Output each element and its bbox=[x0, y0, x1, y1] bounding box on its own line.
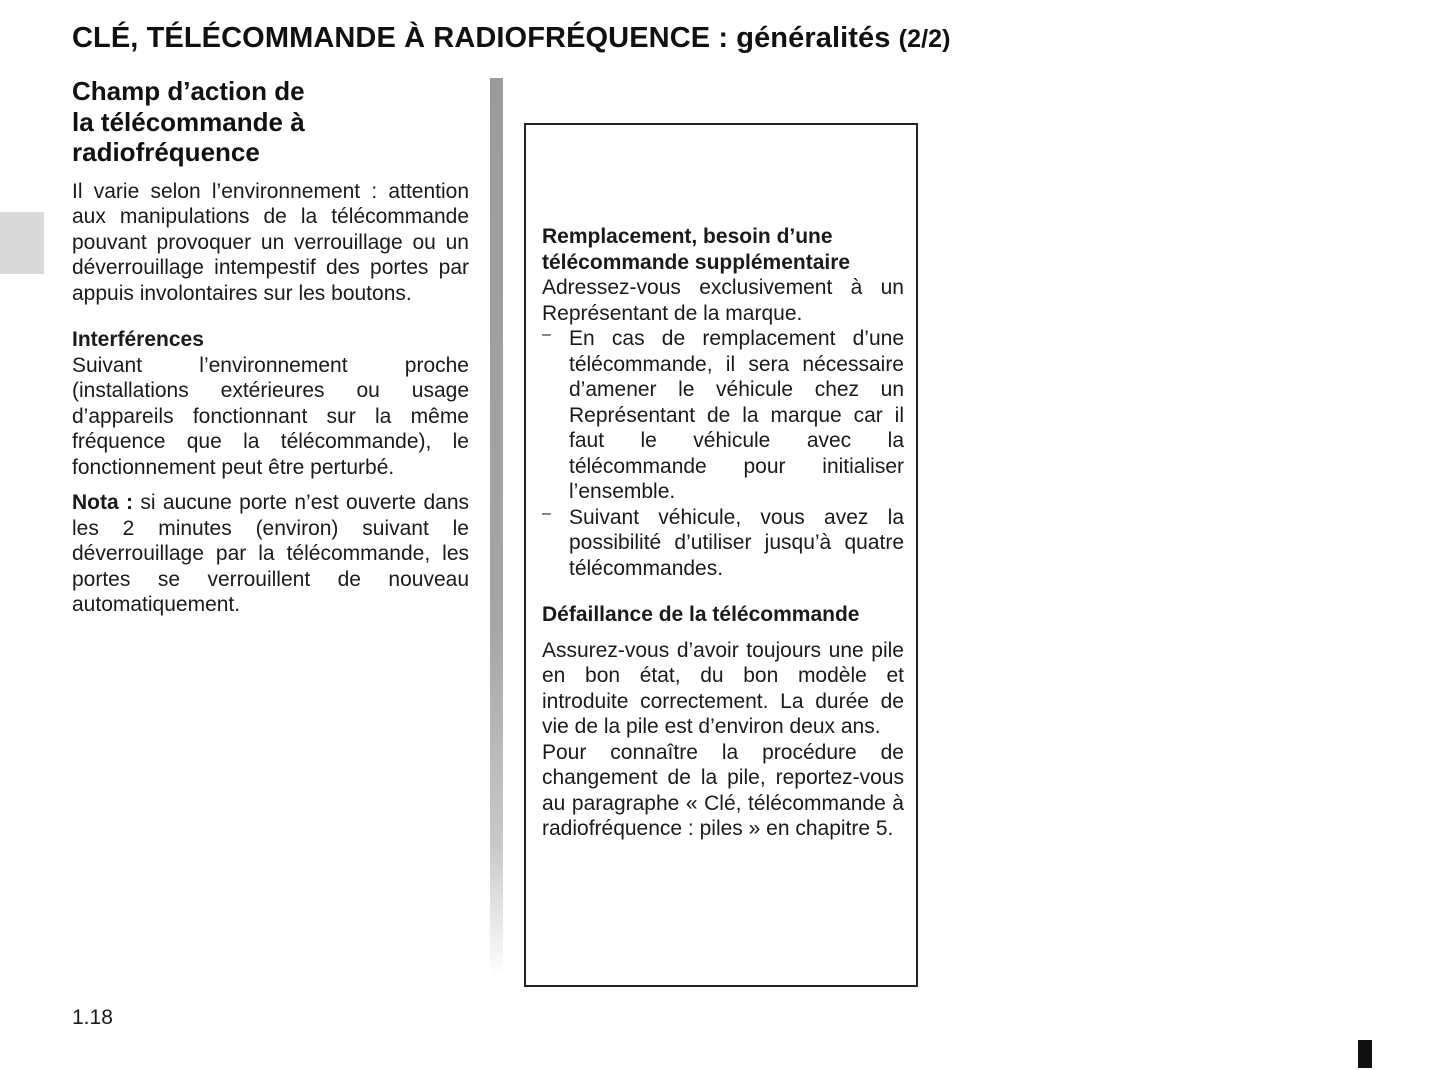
replacement-text: Adressez-vous exclusivement à un Représentant de la marque. bbox=[542, 276, 904, 325]
page-title-part: (2/2) bbox=[898, 25, 951, 53]
interferences-heading: Interférences bbox=[72, 328, 204, 351]
info-box-content bbox=[542, 224, 904, 842]
page-number: 1.18 bbox=[72, 1006, 113, 1029]
range-intro-text: Il varie selon l’environnement : attention aux manipulations de la télécommande pouvant provoquer un verrouillage ou un déverrouillage intempestif des portes par appuis involontaires sur les boutons. bbox=[72, 179, 469, 305]
list-item-text: Suivant véhicule, vous avez la possibilité d’utiliser jusqu’à quatre télécommandes. bbox=[569, 505, 904, 580]
dash-bullet: – bbox=[542, 326, 551, 343]
left-column bbox=[72, 76, 469, 618]
list-item bbox=[542, 326, 904, 505]
column-divider-bar bbox=[490, 78, 503, 978]
range-heading bbox=[72, 76, 469, 168]
replacement-heading-line: télécommande supplémentaire bbox=[542, 250, 851, 274]
failure-heading: Défaillance de la télécommande bbox=[542, 603, 860, 626]
nota-label: Nota : bbox=[72, 491, 134, 514]
chapter-thumb-tab bbox=[0, 212, 44, 274]
list-item bbox=[542, 505, 904, 582]
page-title bbox=[72, 22, 951, 55]
range-heading-line: Champ d’action de bbox=[72, 76, 305, 106]
info-box bbox=[524, 123, 918, 987]
failure-procedure-text: Pour connaître la procédure de changement de la pile, reportez-vous au paragraphe « Clé, télécommande à radiofréquence : piles » en chapitre 5. bbox=[542, 740, 904, 840]
list-item-text: En cas de remplacement d’une télécommande, il sera nécessaire d’amener le véhicule chez un Représentant de la marque car il faut le véhicule avec la télécommande pour initialiser l’ensemble. bbox=[569, 327, 904, 503]
nota-paragraph bbox=[72, 490, 469, 618]
interferences-text: Suivant l’environnement proche (installations extérieures ou usage d’appareils fonctionnant sur la même fréquence que la télécommande), le fonctionnement peut être perturbé. bbox=[72, 353, 469, 479]
failure-text: Assurez-vous d’avoir toujours une pile en bon état, du bon modèle et introduite correctement. La durée de vie de la pile est d’environ deux ans. bbox=[542, 638, 904, 738]
nota-text: si aucune porte n’est ouverte dans les 2 minutes (environ) suivant le déverrouillage par la télécommande, les portes se verrouillent de nouveau automatiquement. bbox=[72, 491, 469, 616]
page-edge-marker bbox=[1358, 1040, 1372, 1068]
replacement-heading-line: Remplacement, besoin d’une bbox=[542, 225, 833, 248]
range-heading-line: radiofréquence bbox=[72, 137, 260, 167]
replacement-heading bbox=[542, 224, 904, 275]
page-title-main: CLÉ, TÉLÉCOMMANDE À RADIOFRÉQUENCE : généralités bbox=[72, 22, 891, 54]
dash-bullet: – bbox=[542, 504, 551, 522]
range-heading-line: la télécommande à bbox=[72, 106, 305, 137]
